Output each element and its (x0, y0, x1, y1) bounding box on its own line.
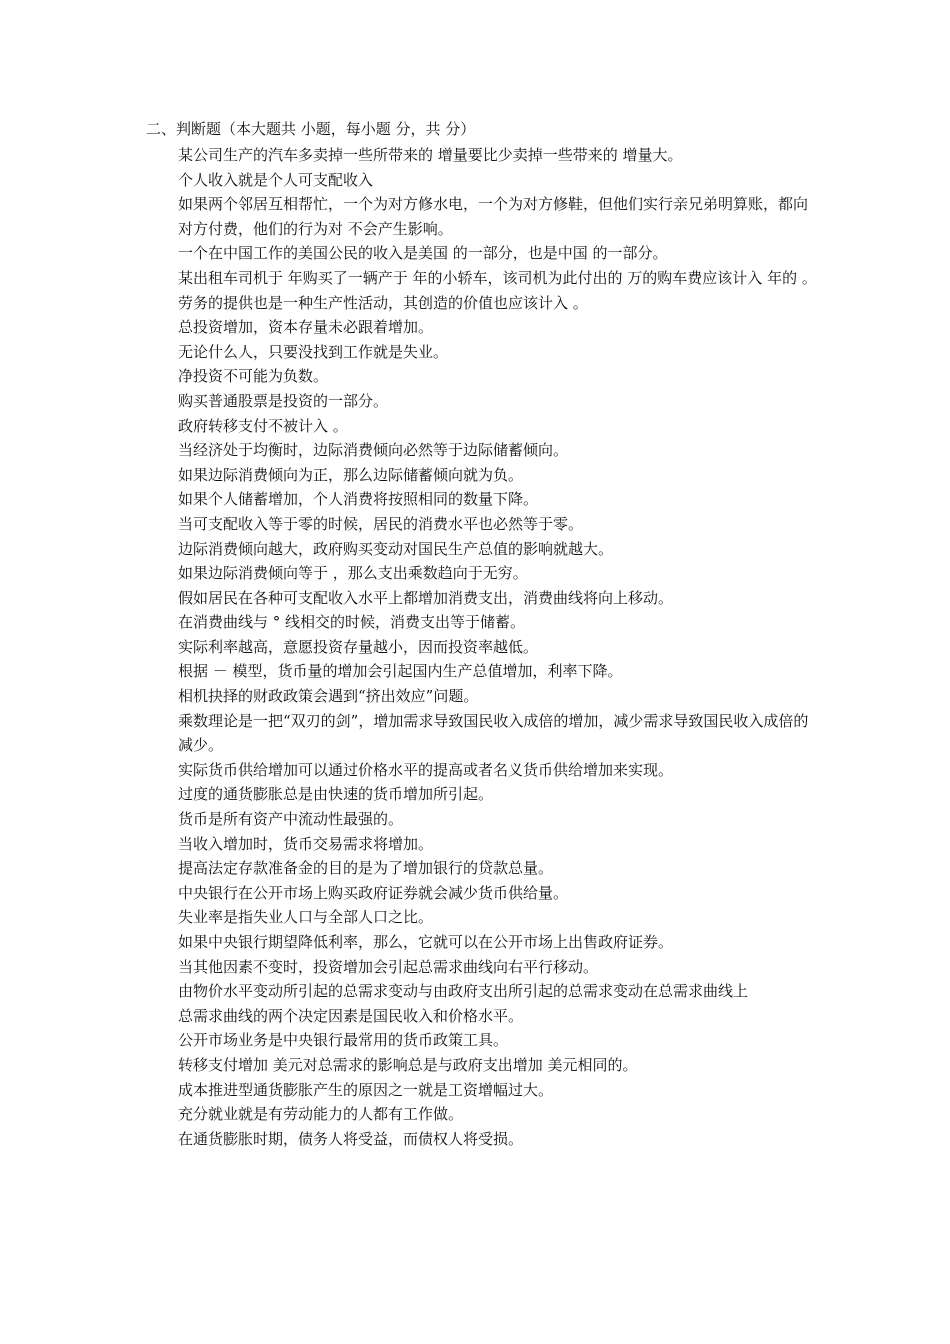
question-item: 净投资不可能为负数。 (178, 367, 329, 386)
question-item: 当可支配收入等于零的时候，居民的消费水平也必然等于零。 (178, 514, 584, 533)
question-item: 实际货币供给增加可以通过价格水平的提高或者名义货币供给增加来实现。 (178, 760, 674, 779)
question-item: 如果两个邻居互相帮忙，一个为对方修水电，一个为对方修鞋，但他们实行亲兄弟明算账，都向对方付费，他们的行为对 不会产生影响。 (178, 195, 809, 238)
question-item: 在消费曲线与 ° 线相交的时候，消费支出等于储蓄。 (178, 613, 526, 632)
question-item: 相机抉择的财政政策会遇到“挤出效应”问题。 (178, 687, 479, 706)
question-item: 某出租车司机于 年购买了一辆产于 年的小轿车，该司机为此付出的 万的购车费应该计入 年的 。 (178, 268, 817, 287)
question-list (178, 143, 818, 1151)
question-item: 当收入增加时，货币交易需求将增加。 (178, 834, 434, 853)
question-item: 实际利率越高，意愿投资存量越小，因而投资率越低。 (178, 637, 539, 656)
question-item: 如果边际消费倾向为正，那么边际储蓄倾向就为负。 (178, 465, 524, 484)
question-item: 假如居民在各种可支配收入水平上都增加消费支出，消费曲线将向上移动。 (178, 588, 674, 607)
question-item: 如果边际消费倾向等于 ，那么支出乘数趋向于无穷。 (178, 564, 528, 583)
question-item: 无论什么人，只要没找到工作就是失业。 (178, 342, 449, 361)
question-item: 某公司生产的汽车多卖掉一些所带来的 增量要比少卖掉一些带来的 增量大。 (178, 146, 683, 164)
question-item: 充分就业就是有劳动能力的人都有工作做。 (178, 1105, 464, 1124)
question-item: 中央银行在公开市场上购买政府证券就会减少货币供给量。 (178, 883, 569, 902)
question-item: 如果中央银行期望降低利率，那么，它就可以在公开市场上出售政府证券。 (178, 933, 674, 951)
section-heading: 二、判断题（本大题共 小题，每小题 分，共 分） (146, 120, 476, 138)
question-item: 由物价水平变动所引起的总需求变动与由政府支出所引起的总需求变动在总需求曲线上 (178, 982, 749, 1001)
question-item: 如果个人储蓄增加，个人消费将按照相同的数量下降。 (178, 490, 539, 509)
question-item: 根据 － 模型，货币量的增加会引起国内生产总值增加，利率下降。 (178, 662, 623, 681)
question-item: 总需求曲线的两个决定因素是国民收入和价格水平。 (178, 1006, 524, 1025)
question-item: 在通货膨胀时期，债务人将受益，而债权人将受损。 (178, 1129, 524, 1148)
question-item: 总投资增加，资本存量未必跟着增加。 (178, 318, 434, 337)
question-item: 提高法定存款准备金的目的是为了增加银行的贷款总量。 (178, 859, 554, 878)
question-item: 当其他因素不变时，投资增加会引起总需求曲线向右平行移动。 (178, 957, 599, 976)
question-item: 个人收入就是个人可支配收入 (178, 170, 374, 189)
question-item: 政府转移支付不被计入 。 (178, 416, 348, 435)
question-item: 一个在中国工作的美国公民的收入是美国 的一部分，也是中国 的一部分。 (178, 244, 668, 263)
question-item: 公开市场业务是中央银行最常用的货币政策工具。 (178, 1031, 509, 1050)
question-item: 边际消费倾向越大，政府购买变动对国民生产总值的影响就越大。 (178, 539, 614, 558)
question-item: 劳务的提供也是一种生产性活动，其创造的价值也应该计入 。 (178, 293, 588, 312)
question-item: 失业率是指失业人口与全部人口之比。 (178, 908, 434, 927)
question-item: 乘数理论是一把“双刃的剑”，增加需求导致国民收入成倍的增加，减少需求导致国民收入成倍的减少。 (178, 711, 809, 755)
question-item: 购买普通股票是投资的一部分。 (178, 391, 389, 410)
question-item: 成本推进型通货膨胀产生的原因之一就是工资增幅过大。 (178, 1080, 554, 1099)
question-item: 过度的通货膨胀总是由快速的货币增加所引起。 (178, 785, 494, 804)
question-item: 货币是所有资产中流动性最强的。 (178, 810, 404, 829)
question-item: 当经济处于均衡时，边际消费倾向必然等于边际储蓄倾向。 (178, 441, 569, 460)
question-item: 转移支付增加 美元对总需求的影响总是与政府支出增加 美元相同的。 (178, 1055, 638, 1074)
